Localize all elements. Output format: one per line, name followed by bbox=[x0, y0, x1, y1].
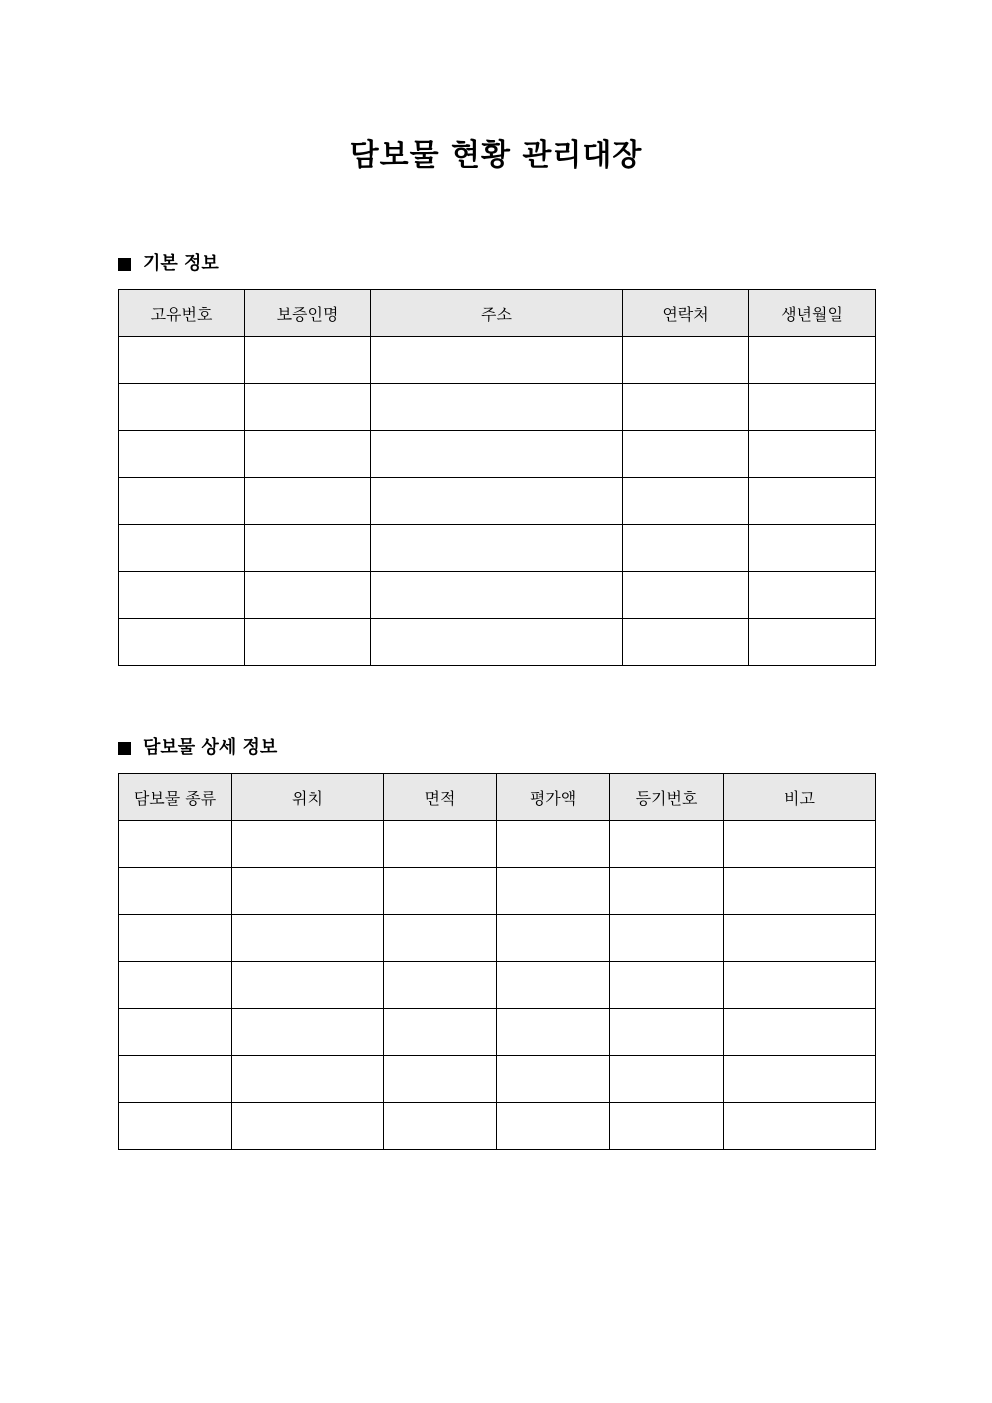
table-header-row bbox=[119, 774, 876, 821]
table-cell[interactable] bbox=[245, 337, 371, 384]
table-cell[interactable] bbox=[119, 868, 232, 915]
table-cell[interactable] bbox=[371, 384, 623, 431]
table-cell[interactable] bbox=[724, 915, 876, 962]
table-row bbox=[119, 915, 876, 962]
table-cell[interactable] bbox=[119, 572, 245, 619]
table-cell[interactable] bbox=[371, 337, 623, 384]
table-cell[interactable] bbox=[119, 1103, 232, 1150]
table-cell[interactable] bbox=[497, 1009, 610, 1056]
column-header-id-number: 고유번호 bbox=[119, 290, 245, 337]
column-header-collateral-type: 담보물 종류 bbox=[119, 774, 232, 821]
table-cell[interactable] bbox=[610, 915, 724, 962]
table-cell[interactable] bbox=[749, 478, 876, 525]
table-cell[interactable] bbox=[724, 1103, 876, 1150]
table-cell[interactable] bbox=[119, 384, 245, 431]
page-title: 담보물 현황 관리대장 bbox=[349, 138, 643, 173]
table-cell[interactable] bbox=[610, 1103, 724, 1150]
table-cell[interactable] bbox=[623, 337, 749, 384]
column-header-appraised-value: 평가액 bbox=[497, 774, 610, 821]
table-cell[interactable] bbox=[245, 525, 371, 572]
column-header-address: 주소 bbox=[371, 290, 623, 337]
table-cell[interactable] bbox=[724, 1056, 876, 1103]
table-row bbox=[119, 1009, 876, 1056]
column-header-remarks: 비고 bbox=[724, 774, 876, 821]
table-cell[interactable] bbox=[232, 821, 384, 868]
table-cell[interactable] bbox=[623, 619, 749, 666]
table-cell[interactable] bbox=[119, 478, 245, 525]
table-cell[interactable] bbox=[232, 1056, 384, 1103]
table-row bbox=[119, 868, 876, 915]
table-cell[interactable] bbox=[749, 384, 876, 431]
table-cell[interactable] bbox=[119, 962, 232, 1009]
table-cell[interactable] bbox=[245, 384, 371, 431]
column-header-registration-number: 등기번호 bbox=[610, 774, 724, 821]
table-cell[interactable] bbox=[232, 868, 384, 915]
table-cell[interactable] bbox=[623, 572, 749, 619]
table-cell[interactable] bbox=[119, 337, 245, 384]
table-cell[interactable] bbox=[724, 1009, 876, 1056]
table-cell[interactable] bbox=[371, 619, 623, 666]
table-cell[interactable] bbox=[119, 1009, 232, 1056]
table-cell[interactable] bbox=[384, 1009, 497, 1056]
table-cell[interactable] bbox=[623, 525, 749, 572]
table-row bbox=[119, 478, 876, 525]
table-cell[interactable] bbox=[497, 868, 610, 915]
table-cell[interactable] bbox=[749, 431, 876, 478]
table-cell[interactable] bbox=[623, 478, 749, 525]
table-cell[interactable] bbox=[245, 619, 371, 666]
table-row bbox=[119, 1056, 876, 1103]
table-row bbox=[119, 821, 876, 868]
table-cell[interactable] bbox=[119, 821, 232, 868]
table-cell[interactable] bbox=[371, 572, 623, 619]
table-cell[interactable] bbox=[232, 1103, 384, 1150]
table-cell[interactable] bbox=[371, 478, 623, 525]
collateral-details-table bbox=[118, 773, 876, 1150]
table-cell[interactable] bbox=[623, 431, 749, 478]
table-row bbox=[119, 384, 876, 431]
table-cell[interactable] bbox=[610, 1056, 724, 1103]
table-cell[interactable] bbox=[497, 962, 610, 1009]
table-cell[interactable] bbox=[119, 1056, 232, 1103]
table-cell[interactable] bbox=[610, 821, 724, 868]
table-row bbox=[119, 572, 876, 619]
table-cell[interactable] bbox=[119, 525, 245, 572]
table-cell[interactable] bbox=[749, 619, 876, 666]
square-bullet-icon bbox=[118, 742, 131, 755]
table-cell[interactable] bbox=[749, 337, 876, 384]
column-header-area: 면적 bbox=[384, 774, 497, 821]
table-cell[interactable] bbox=[610, 962, 724, 1009]
table-cell[interactable] bbox=[497, 1103, 610, 1150]
table-row bbox=[119, 337, 876, 384]
table-cell[interactable] bbox=[497, 915, 610, 962]
table-row bbox=[119, 431, 876, 478]
column-header-guarantor-name: 보증인명 bbox=[245, 290, 371, 337]
section-heading-label: 담보물 상세 정보 bbox=[143, 737, 278, 758]
table-cell[interactable] bbox=[119, 431, 245, 478]
table-cell[interactable] bbox=[384, 1103, 497, 1150]
table-cell[interactable] bbox=[724, 962, 876, 1009]
table-cell[interactable] bbox=[384, 1056, 497, 1103]
table-cell[interactable] bbox=[384, 868, 497, 915]
table-row bbox=[119, 619, 876, 666]
column-header-location: 위치 bbox=[232, 774, 384, 821]
table-cell[interactable] bbox=[119, 619, 245, 666]
table-cell[interactable] bbox=[232, 962, 384, 1009]
table-cell[interactable] bbox=[497, 821, 610, 868]
table-row bbox=[119, 1103, 876, 1150]
table-cell[interactable] bbox=[232, 1009, 384, 1056]
table-cell[interactable] bbox=[610, 1009, 724, 1056]
column-header-birth-date: 생년월일 bbox=[749, 290, 876, 337]
table-header-row bbox=[119, 290, 876, 337]
table-cell[interactable] bbox=[724, 821, 876, 868]
section-heading-label: 기본 정보 bbox=[143, 253, 219, 274]
table-cell[interactable] bbox=[610, 868, 724, 915]
table-cell[interactable] bbox=[384, 962, 497, 1009]
table-cell[interactable] bbox=[245, 572, 371, 619]
table-cell[interactable] bbox=[119, 915, 232, 962]
table-cell[interactable] bbox=[623, 384, 749, 431]
section-heading-collateral-details bbox=[118, 735, 277, 761]
column-header-contact: 연락처 bbox=[623, 290, 749, 337]
table-row bbox=[119, 962, 876, 1009]
basic-info-table bbox=[118, 289, 876, 666]
table-cell[interactable] bbox=[232, 915, 384, 962]
square-bullet-icon bbox=[118, 258, 131, 271]
table-cell[interactable] bbox=[749, 572, 876, 619]
table-cell[interactable] bbox=[384, 821, 497, 868]
table-cell[interactable] bbox=[245, 431, 371, 478]
table-cell[interactable] bbox=[384, 915, 497, 962]
table-cell[interactable] bbox=[724, 868, 876, 915]
table-row bbox=[119, 525, 876, 572]
table-cell[interactable] bbox=[371, 525, 623, 572]
section-heading-basic-info bbox=[118, 251, 219, 277]
table-cell[interactable] bbox=[497, 1056, 610, 1103]
table-cell[interactable] bbox=[371, 431, 623, 478]
table-cell[interactable] bbox=[749, 525, 876, 572]
table-cell[interactable] bbox=[245, 478, 371, 525]
